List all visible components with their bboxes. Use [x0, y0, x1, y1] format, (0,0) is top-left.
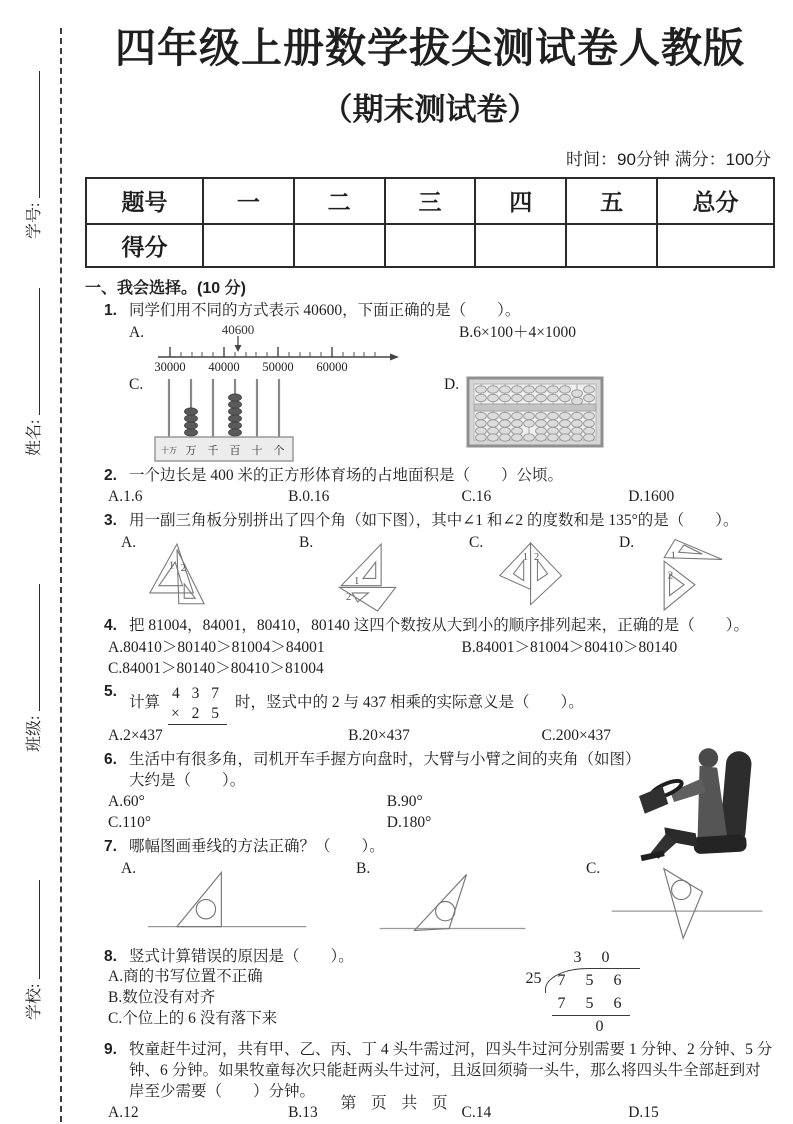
q1-option-c-label: C.	[129, 375, 144, 393]
long-division-figure	[512, 947, 680, 1037]
paper-title: 四年级上册数学拔尖测试卷人教版	[115, 25, 745, 71]
question-8-body	[108, 947, 775, 1037]
student-id-label: 学号:	[26, 202, 43, 239]
svg-text:百: 百	[229, 444, 241, 457]
score-header-cell: 一	[203, 178, 294, 224]
option: B.0.16	[288, 488, 330, 506]
option-label: B.	[356, 859, 371, 877]
division-quotient: 3 0	[573, 948, 618, 966]
option: A.60°	[108, 793, 145, 811]
page-footer: 第 页 共 页	[340, 1095, 453, 1112]
division-remainder: 0	[595, 1017, 604, 1035]
svg-text:1: 1	[354, 574, 360, 587]
question-6-left	[108, 750, 634, 834]
question-2-options	[108, 487, 775, 508]
question-7-number: 7.	[104, 837, 117, 855]
svg-text:2: 2	[346, 591, 352, 604]
question-8-text: 竖式计算错误的原因是（ ）。	[129, 947, 354, 965]
dashed-cut-line	[60, 28, 62, 1122]
option: B.90°	[386, 793, 423, 811]
score-header-cell: 四	[475, 178, 566, 224]
question-9-number: 9.	[104, 1041, 117, 1059]
q1-option-a	[129, 323, 459, 373]
option: C.个位上的 6 没有落下来	[108, 1009, 278, 1027]
set-square-figure	[486, 533, 576, 613]
option: C.14	[461, 1104, 492, 1122]
svg-text:1: 1	[168, 559, 175, 572]
question-1	[85, 301, 775, 463]
score-row-label: 得分	[86, 224, 203, 267]
score-empty-cell	[385, 224, 476, 267]
question-2	[85, 466, 775, 509]
vertical-multiplication-figure	[168, 684, 227, 725]
set-square-figure	[139, 533, 234, 613]
option: A.2×437	[108, 727, 163, 745]
q1-option-b: B.6×100＋4×1000	[459, 323, 576, 341]
question-3	[85, 511, 775, 613]
set-square-figure	[316, 533, 411, 613]
svg-text:60000: 60000	[316, 359, 348, 373]
school-field	[16, 880, 44, 1020]
question-8-left	[108, 947, 512, 1037]
option-label: C.	[586, 859, 601, 877]
set-square-figure	[637, 533, 732, 613]
option: A.80410＞80140＞81004＞84001	[108, 638, 325, 656]
question-7	[85, 837, 775, 944]
svg-text:1: 1	[670, 549, 676, 562]
svg-text:40600: 40600	[221, 322, 255, 337]
multiplicand: 4 3 7	[172, 685, 224, 703]
svg-text:千: 千	[207, 444, 219, 457]
perpendicular-drawing-figure	[603, 859, 773, 944]
q7-figure-b	[356, 859, 586, 944]
class-field	[16, 584, 44, 752]
question-6	[85, 750, 775, 834]
svg-text:2: 2	[667, 569, 674, 582]
perpendicular-drawing-figure	[139, 859, 324, 944]
question-4-text: 把 81004，84001，80410，80140 这四个数按从大到小的顺序排列起来，正确的是（ ）。	[129, 616, 750, 634]
question-3-figures	[121, 533, 775, 613]
option: D.180°	[386, 814, 432, 832]
abacus-figure	[465, 375, 605, 449]
option: B.13	[288, 1104, 318, 1122]
student-name-blank-line	[37, 288, 40, 415]
question-2-number: 2.	[104, 466, 117, 484]
question-4-number: 4.	[104, 616, 117, 634]
question-4	[85, 616, 775, 679]
question-8-options	[108, 967, 512, 1029]
score-header-cell: 题号	[86, 178, 203, 224]
option: D.15	[628, 1104, 659, 1122]
question-6-number: 6.	[104, 750, 117, 768]
perpendicular-drawing-figure	[373, 859, 533, 944]
svg-text:个: 个	[273, 444, 285, 457]
option: B.84001＞81004＞80410＞80140	[461, 638, 678, 656]
class-label: 班级:	[26, 715, 43, 752]
score-empty-cell	[566, 224, 657, 267]
question-6-options	[108, 792, 634, 834]
student-name-label: 姓名:	[26, 419, 43, 456]
svg-text:2: 2	[180, 562, 187, 575]
question-5-number: 5.	[104, 683, 117, 701]
option: B.20×437	[348, 727, 410, 745]
q3-figure-a	[121, 533, 299, 613]
option: C.84001＞80140＞80410＞81004	[108, 659, 324, 677]
option: D.1600	[628, 488, 675, 506]
question-1-options-row-1	[129, 323, 775, 373]
option: A.1.6	[108, 488, 143, 506]
question-1-options-row-2	[129, 375, 775, 463]
score-header-cell: 五	[566, 178, 657, 224]
option-label: D.	[619, 533, 635, 551]
question-7-figures	[121, 859, 775, 944]
score-empty-cell	[475, 224, 566, 267]
q5-text-after: 时，竖式中的 2 与 437 相乘的实际意义是（ ）。	[235, 694, 584, 712]
student-name-field	[16, 288, 44, 456]
question-2-text: 一个边长是 400 米的正方形体育场的占地面积是（ ）公顷。	[129, 466, 564, 484]
number-line-figure	[148, 323, 400, 373]
score-empty-cell	[657, 224, 774, 267]
option-label: C.	[469, 533, 484, 551]
score-empty-cell	[203, 224, 294, 267]
svg-text:30000: 30000	[154, 359, 186, 373]
svg-text:50000: 50000	[262, 359, 294, 373]
school-label: 学校:	[26, 983, 43, 1020]
counting-device-figure	[149, 375, 299, 463]
option: C.200×437	[541, 727, 611, 745]
score-header-cell: 总分	[657, 178, 774, 224]
svg-text:万: 万	[185, 444, 197, 457]
score-table	[85, 177, 775, 268]
question-1-text: 同学们用不同的方式表示 40600，下面正确的是（ ）。	[129, 301, 521, 319]
paper-subtitle: （期末测试卷）	[321, 91, 539, 127]
division-subtract-line: 7 5 6	[552, 993, 630, 1016]
question-9-text: 牧童赶牛过河，共有甲、乙、丙、丁 4 头牛需过河，四头牛过河分别需要 1 分钟、2 分钟、5 分钟、6 分钟。如果牧童每次只能赶两头牛过河，且返回须骑一头牛，那么将四头牛全部赶到对岸至少需要（ ）分钟。	[129, 1041, 773, 1100]
time-score-meta: 时间：90分钟 满分：100分	[566, 149, 771, 169]
option: C.110°	[108, 814, 152, 832]
q1-option-a-label: A.	[129, 323, 145, 341]
q5-text-before: 计算	[129, 694, 161, 712]
question-3-number: 3.	[104, 512, 117, 530]
q7-figure-a	[121, 859, 356, 944]
question-4-options-row-1	[108, 638, 775, 659]
question-3-text: 用一副三角板分别拼出了四个角（如下图），其中∠1 和∠2 的度数和是 135°的是（ ）。	[129, 512, 739, 530]
q3-figure-d	[619, 533, 732, 613]
q1-option-c	[129, 375, 444, 463]
school-blank-line	[37, 880, 40, 979]
svg-text:十万: 十万	[161, 445, 178, 455]
student-id-field	[16, 71, 44, 239]
score-header-cell: 二	[294, 178, 385, 224]
question-7-text: 哪幅图画垂线的方法正确？（ ）。	[129, 837, 385, 855]
svg-text:十: 十	[251, 444, 263, 457]
question-5-text	[129, 682, 775, 725]
question-1-number: 1.	[104, 301, 117, 319]
option: A.12	[108, 1104, 139, 1122]
option-label: A.	[121, 859, 137, 877]
svg-text:2: 2	[534, 552, 540, 564]
option: A.商的书写位置不正确	[108, 968, 263, 986]
svg-text:1: 1	[523, 552, 529, 564]
q7-figure-c	[586, 859, 773, 944]
score-header-cell: 三	[385, 178, 476, 224]
q1-option-d	[444, 375, 605, 449]
q1-option-d-label: D.	[444, 375, 460, 393]
question-8-number: 8.	[104, 947, 117, 965]
q3-figure-b	[299, 533, 469, 613]
class-blank-line	[37, 584, 40, 711]
student-id-blank-line	[37, 71, 40, 198]
score-empty-cell	[294, 224, 385, 267]
division-divisor: 25	[525, 969, 542, 987]
question-6-text: 生活中有很多角，司机开车手握方向盘时，大臂与小臂之间的夹角（如图）大约是（ ）。	[129, 750, 633, 789]
division-dividend: 7 5 6	[545, 968, 640, 993]
multiplier: × 2 5	[168, 704, 227, 725]
option-label: B.	[299, 533, 314, 551]
svg-text:40000: 40000	[208, 359, 240, 373]
paper-content	[85, 0, 775, 1124]
section-1-heading: 一、我会选择。(10 分)	[85, 279, 246, 297]
question-8	[85, 947, 775, 1037]
option: C.16	[461, 488, 492, 506]
option: B.数位没有对齐	[108, 989, 216, 1007]
option-label: A.	[121, 533, 137, 551]
question-4-options-row-2	[108, 659, 775, 680]
q3-figure-c	[469, 533, 619, 613]
